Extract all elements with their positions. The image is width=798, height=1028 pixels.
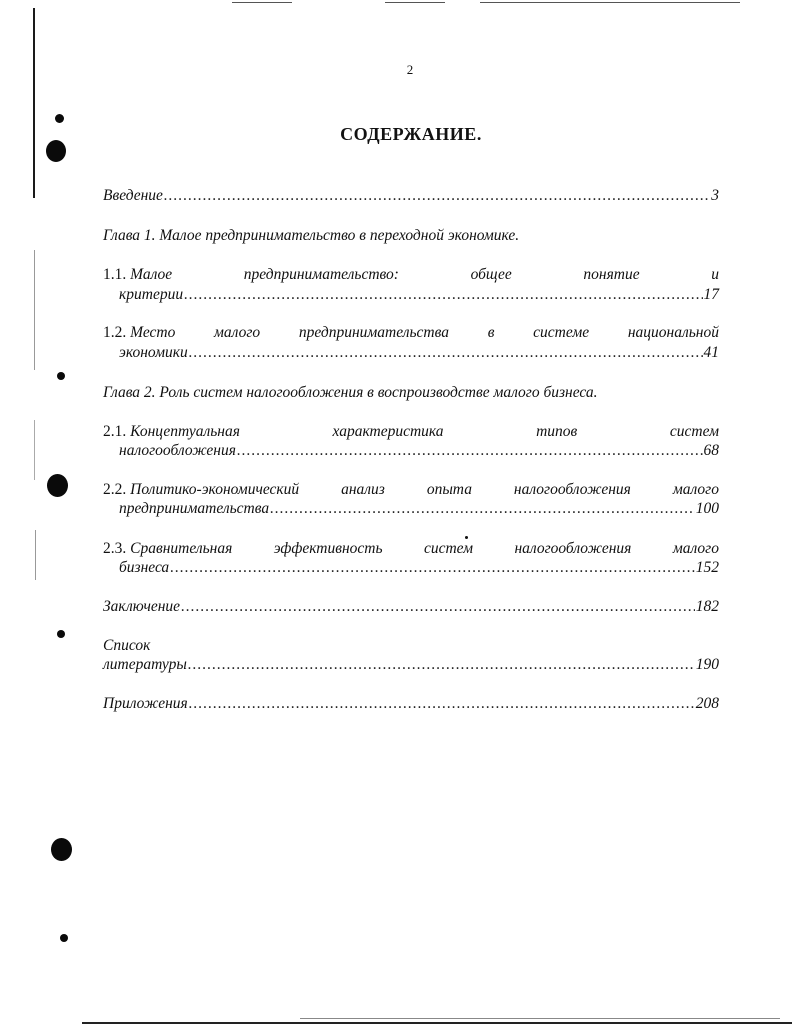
section-word: в [487,324,495,341]
dot-leader [189,343,703,362]
toc-section-2-3-line2 [119,558,719,577]
section-title-cont: критерии [119,286,184,303]
dot-leader [181,597,695,616]
toc-section-1-2-line2 [119,343,719,362]
dot-leader [188,655,695,674]
section-title-cont: бизнеса [119,559,170,576]
toc-page-number: 182 [695,598,719,615]
toc-entry-title: Список [103,637,151,654]
scan-top-rule [480,2,740,3]
section-word: и [711,266,719,283]
toc-page-number: 100 [695,500,719,517]
punch-hole [57,372,65,380]
dot-leader [189,694,695,713]
section-word: малого [672,540,719,557]
section-number: 2.2. [103,481,127,498]
section-word: предпринимательство: [243,266,399,283]
section-title-cont: предпринимательства [119,500,270,517]
toc-page-number: 68 [703,442,719,459]
punch-hole [60,934,68,942]
binder-margin-line [34,420,35,480]
toc-page-number: 41 [703,344,719,361]
section-number: 1.2. [103,324,127,341]
toc-page-number: 3 [711,187,719,204]
chapter-heading: Глава 2. Роль систем налогообложения в воспроизводстве малого бизнеса. [103,384,598,401]
toc-entry-title-cont: литературы [103,656,187,673]
toc-page-number: 190 [695,656,719,673]
section-word: малого [672,481,719,498]
section-word: опыта [426,481,472,498]
toc-entry-title: Заключение [103,598,181,615]
section-word: предпринимательства [298,324,449,341]
toc-entry-intro [103,186,719,205]
section-word: общее [470,266,512,283]
binder-margin-line [35,530,36,580]
dot-leader [270,499,695,518]
section-number: 2.1. [103,423,127,440]
section-word: налогообложения [513,481,631,498]
chapter-heading: Глава 1. Малое предпринимательство в переходной экономике. [103,227,520,244]
section-word: малого [214,324,261,341]
section-title-cont: налогообложения [119,442,236,459]
section-word: типов [536,423,578,440]
scan-top-rule [385,2,445,3]
section-word: Место [130,324,176,341]
toc-section-2-3-line1 [103,539,719,558]
toc-entry-title: Приложения [103,695,188,712]
dot-leader [184,285,702,304]
toc-chapter-2 [103,383,719,402]
section-word: системе [533,324,590,341]
section-word: Концептуальная [130,423,240,440]
toc-section-2-2-line1 [103,480,719,499]
page-number: 2 [406,62,414,77]
scan-bottom-rule [300,1018,780,1019]
section-word: систем [423,540,474,557]
dot-leader [237,441,703,460]
section-word: анализ [341,481,385,498]
scan-bottom-rule [82,1022,792,1024]
punch-hole [57,630,65,638]
section-word: эффективность [273,540,383,557]
toc-page-number: 17 [703,286,719,303]
section-word: налогообложения [514,540,632,557]
toc-page-number: 208 [695,695,719,712]
section-word: национальной [627,324,719,341]
page-title: СОДЕРЖАНИЕ. [340,124,482,144]
section-word: Политико-экономический [130,481,300,498]
section-word: Малое [130,266,173,283]
section-number: 1.1. [103,266,127,283]
punch-hole [55,114,64,123]
toc-page-number: 152 [695,559,719,576]
toc-section-1-1-line1 [103,265,719,284]
toc-section-2-1-line2 [119,441,719,460]
toc-entry-appendix [103,694,719,713]
toc-section-1-1-line2 [119,285,719,304]
scan-top-rule [232,2,292,3]
section-word: Сравнительная [130,540,233,557]
binder-margin-line [34,250,35,370]
section-word: систем [669,423,719,440]
punch-hole [51,838,72,861]
section-number: 2.3. [103,540,127,557]
dot-leader [164,186,710,205]
toc-entry-conclusion [103,597,719,616]
toc-chapter-1 [103,226,719,245]
toc-section-2-2-line2 [119,499,719,518]
binder-margin-line [33,8,35,198]
toc-section-2-1-line1 [103,422,719,441]
toc-section-1-2-line1 [103,323,719,342]
toc-entry-title: Введение [103,187,163,204]
punch-hole [47,474,68,497]
toc-entry-literature-line1 [103,636,719,655]
dot-leader [170,558,695,577]
toc-entry-literature-line2 [103,655,719,674]
section-word: характеристика [332,423,444,440]
section-word: понятие [583,266,640,283]
section-title-cont: экономики [119,344,188,361]
